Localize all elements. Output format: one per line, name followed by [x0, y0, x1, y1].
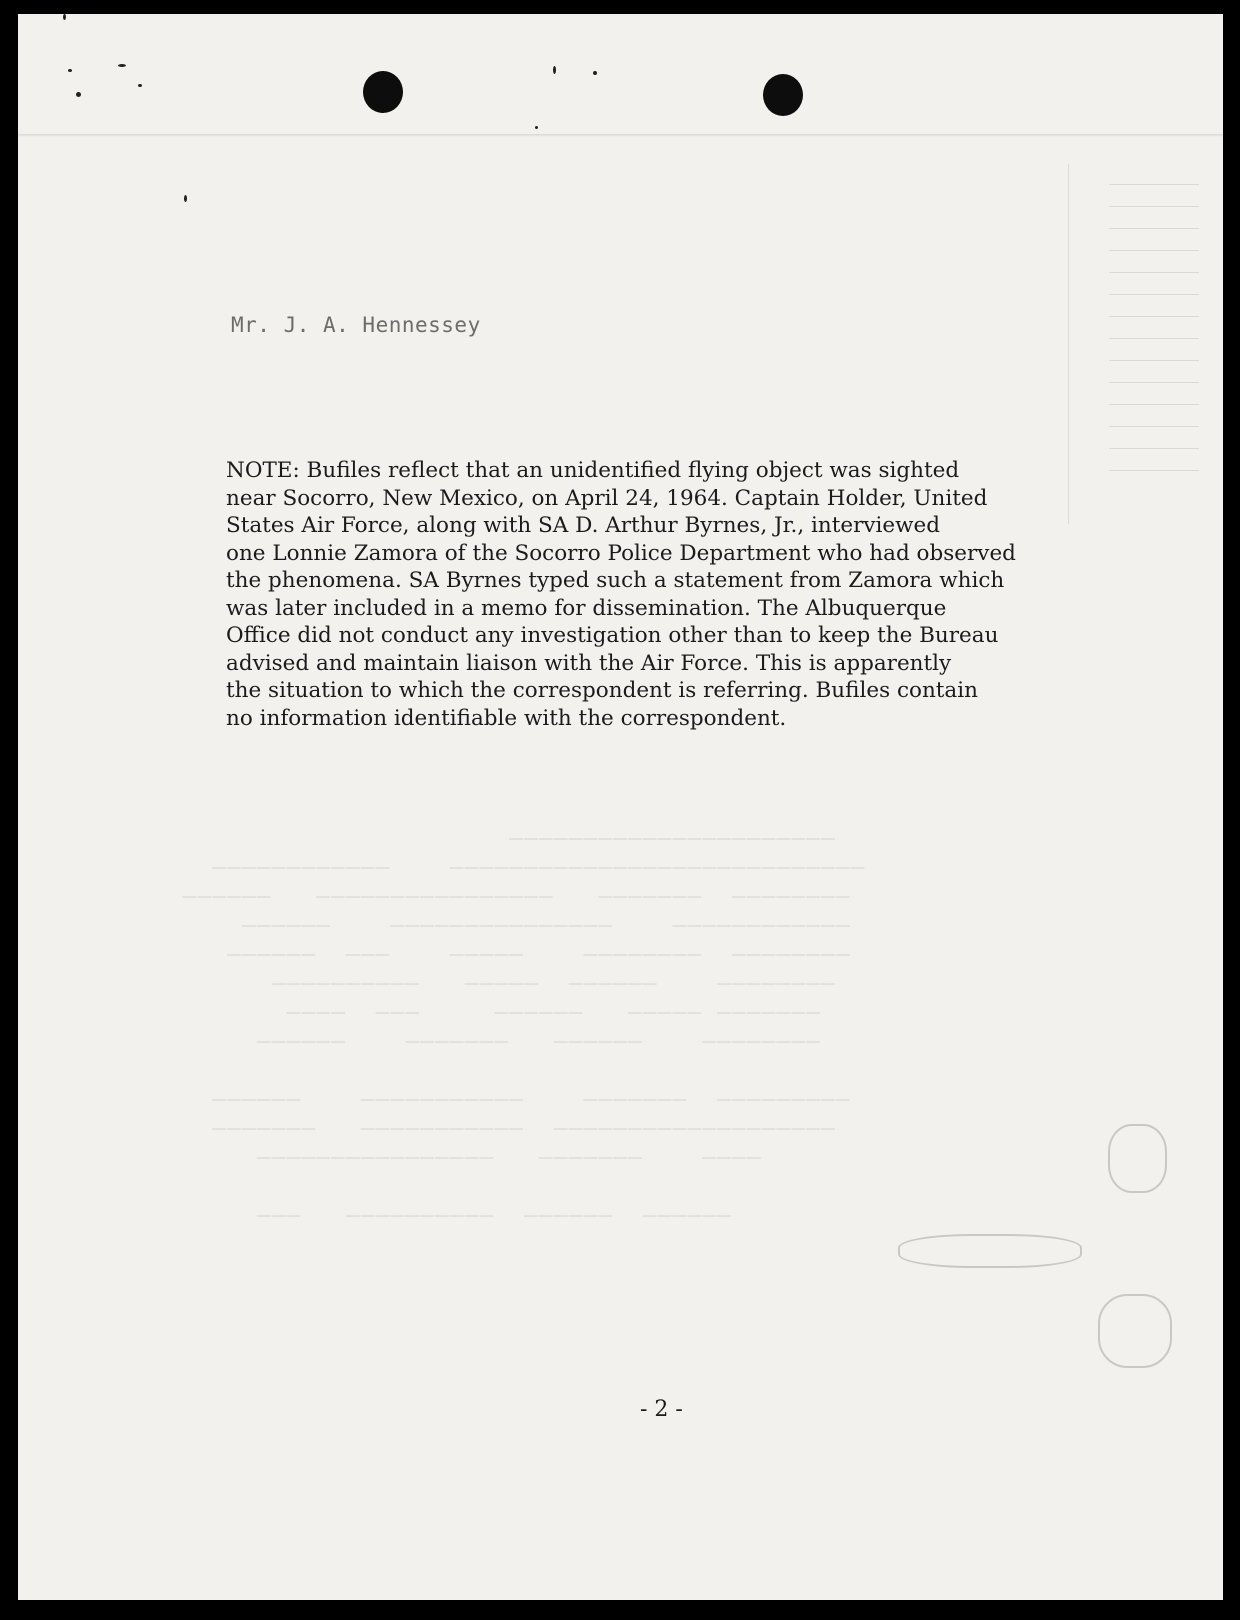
speck: [118, 64, 126, 67]
bleed-through-text: ______________________ ____________ ____________________________ ______ ________________ _______ ________ ______ _______________ ____________ ______ ___ _____ ________ ________ __________ _____ ______ ________ ____ ___ ______ _____ _______ ______ _______ ______ ________ ______ ___________ _______ _________ _______ ___________ ___________________ ________________ _______ ____ ___ __________ ______ ______: [182, 814, 866, 1217]
speck: [535, 126, 538, 129]
speck: [184, 195, 187, 202]
speck: [138, 84, 142, 87]
punch-hole-right: [763, 74, 803, 116]
speck: [553, 66, 556, 74]
note-line: States Air Force, along with SA D. Arthur Byrnes, Jr., interviewed: [226, 513, 941, 538]
faint-handwriting: [898, 1234, 1082, 1268]
page-number: - 2 -: [640, 1397, 683, 1422]
note-line: the situation to which the correspondent is referring. Bufiles contain: [226, 678, 978, 703]
speck: [593, 71, 597, 75]
addressee-line: Mr. J. A. Hennessey: [231, 313, 481, 337]
note-line: near Socorro, New Mexico, on April 24, 1964. Captain Holder, United: [226, 485, 988, 511]
speck: [76, 92, 81, 97]
note-line: advised and maintain liaison with the Air Force. This is apparently: [226, 650, 952, 676]
note-line: the phenomena. SA Byrnes typed such a statement from Zamora which: [226, 568, 1005, 593]
note-line: NOTE: Bufiles reflect that an unidentified flying object was sighted: [226, 458, 960, 483]
note-line: Office did not conduct any investigation other than to keep the Bureau: [226, 623, 999, 648]
note-line: was later included in a memo for dissemination. The Albuquerque: [226, 595, 947, 621]
document-page: [18, 14, 1223, 1600]
note-line: no information identifiable with the correspondent.: [226, 705, 787, 731]
punch-hole-left: [363, 71, 403, 113]
note-line: one Lonnie Zamora of the Socorro Police Department who had observed: [226, 540, 1016, 566]
faint-handwriting: [1098, 1294, 1172, 1368]
page-fold: [18, 134, 1223, 137]
note-paragraph: [226, 457, 1156, 732]
faint-handwriting: [1108, 1124, 1167, 1193]
speck: [68, 69, 72, 72]
speck: [63, 14, 66, 20]
